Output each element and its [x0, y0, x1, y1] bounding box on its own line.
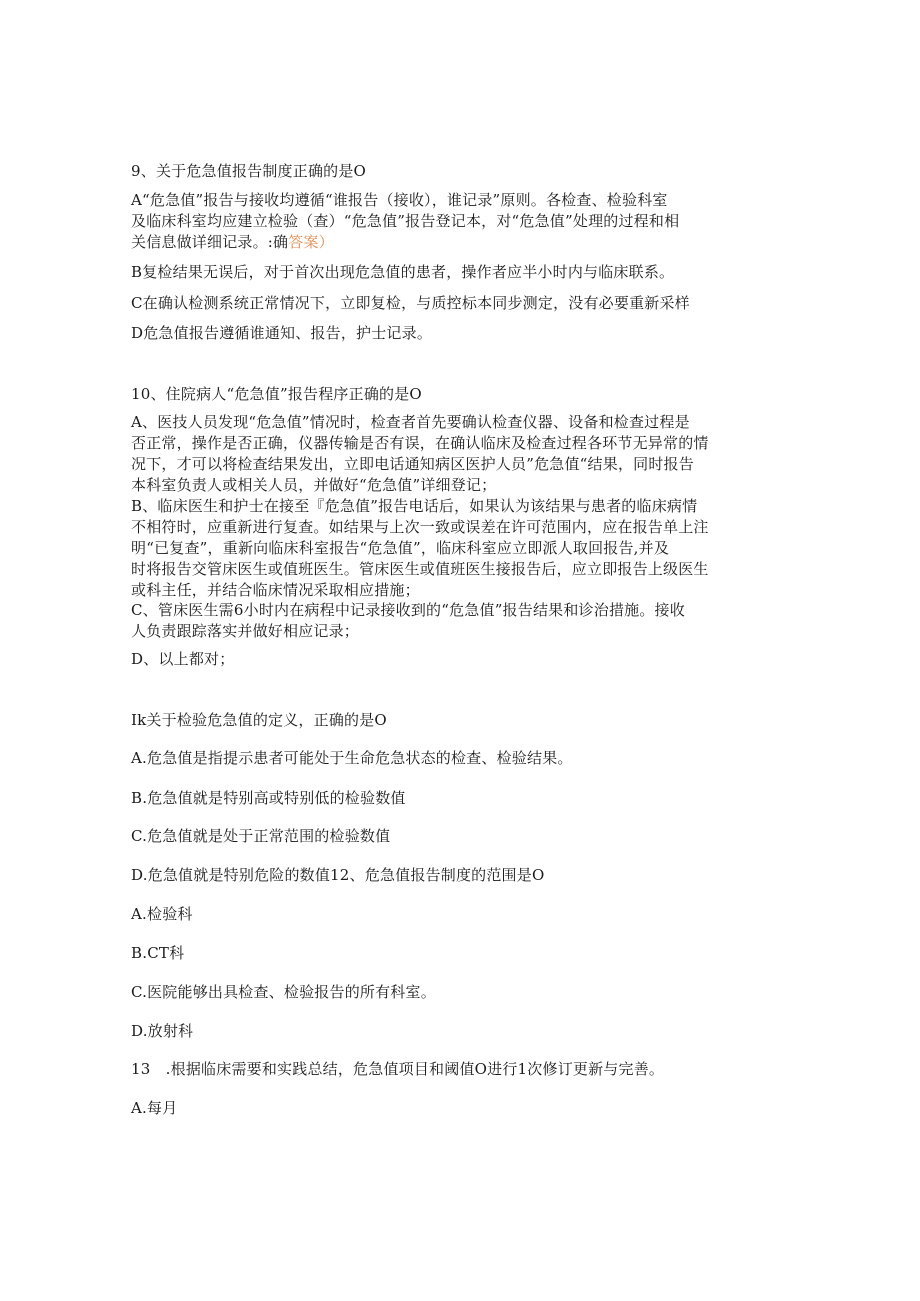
q9-option-a-line3 — [131, 232, 781, 252]
q13-title: 13 .根据临床需要和实践总结，危急值项目和阈值O进行1次修订更新与完善。 — [131, 1060, 665, 1078]
q10-option-c-line1: C、管床医生需6小时内在病程中记录接收到的“危急值”报告结果和诊治措施。接收 — [131, 601, 685, 619]
q12-option-c: C.医院能够出具检查、检验报告的所有科室。 — [131, 983, 436, 1001]
q10-option-b-line2: 不相符时，应重新进行复查。如结果与上次一致或误差在许可范围内，应在报告单上注 — [131, 518, 709, 536]
q9-option-a-line1: A“危急值”报告与接收均遵循“谁报告（接收），谁记录”原则。各检查、检验科室 — [131, 191, 668, 209]
q9-answer-mark: 答案） — [288, 233, 334, 251]
q11-option-a: A.危急值是指提示患者可能处于生命危急状态的检查、检验结果。 — [131, 749, 573, 767]
q13-option-a: A.每月 — [131, 1099, 178, 1117]
q9-option-c: C在确认检测系统正常情况下，立即复检，与质控标本同步测定，没有必要重新采样 — [131, 294, 690, 312]
q10-option-a-line4: 本科室负责人或相关人员，并做好“危急值”详细登记； — [131, 476, 497, 494]
q10-title: 10、住院病人“危急值”报告程序正确的是O — [131, 385, 422, 403]
q11-option-d: D.危急值就是特别危险的数值12、危急值报告制度的范围是O — [131, 866, 545, 884]
q11-option-b: B.危急值就是特别高或特别低的检验数值 — [131, 789, 406, 807]
q10-option-c-line2: 人负责跟踪落实并做好相应记录； — [131, 622, 360, 640]
q10-option-d: D、以上都对； — [131, 650, 235, 668]
q11-title: Ik关于检验危急值的定义，正确的是O — [131, 711, 387, 729]
q10-option-b-line4: 时将报告交管床医生或值班医生。管床医生或值班医生接报告后，应立即报告上级医生 — [131, 560, 709, 578]
q12-option-d: D.放射科 — [131, 1022, 194, 1040]
q10-option-a-line3: 况下，才可以将检查结果发出，立即电话通知病区医护人员”危急值“结果，同时报告 — [131, 455, 694, 473]
q9-option-d: D危急值报告遵循谁通知、报告，护士记录。 — [131, 324, 433, 342]
q10-option-b-line5: 或科主任，并结合临床情况采取相应措施； — [131, 581, 420, 599]
q9-title: 9、关于危急值报告制度正确的是O — [131, 162, 367, 180]
q12-option-a: A.检验科 — [131, 905, 193, 923]
q10-option-b-line3: 明“已复查”，重新向临床科室报告“危急值”，临床科室应立即派人取回报告,并及 — [131, 539, 670, 557]
q9-option-a-text: 关信息做详细记录。:确 — [131, 233, 289, 251]
q9-option-a-line2: 及临床科室均应建立检验（查）“危急值”报告登记本，对“危急值”处理的过程和相 — [131, 212, 680, 230]
q10-option-a-line1: A、医技人员发现“危急值”情况时，检查者首先要确认检查仪器、设备和检查过程是 — [131, 413, 690, 431]
q12-option-b: B.CT科 — [131, 944, 185, 962]
q10-option-a-line2: 否正常，操作是否正确，仪器传输是否有误，在确认临床及检查过程各环节无异常的情 — [131, 434, 709, 452]
q10-option-b-line1: B、临床医生和护士在接至『危急值”报告电话后，如果认为该结果与患者的临床病情 — [131, 497, 698, 515]
q9-option-b: B复检结果无误后，对于首次出现危急值的患者，操作者应半小时内与临床联系。 — [131, 263, 675, 281]
q11-option-c: C.危急值就是处于正常范围的检验数值 — [131, 827, 391, 845]
